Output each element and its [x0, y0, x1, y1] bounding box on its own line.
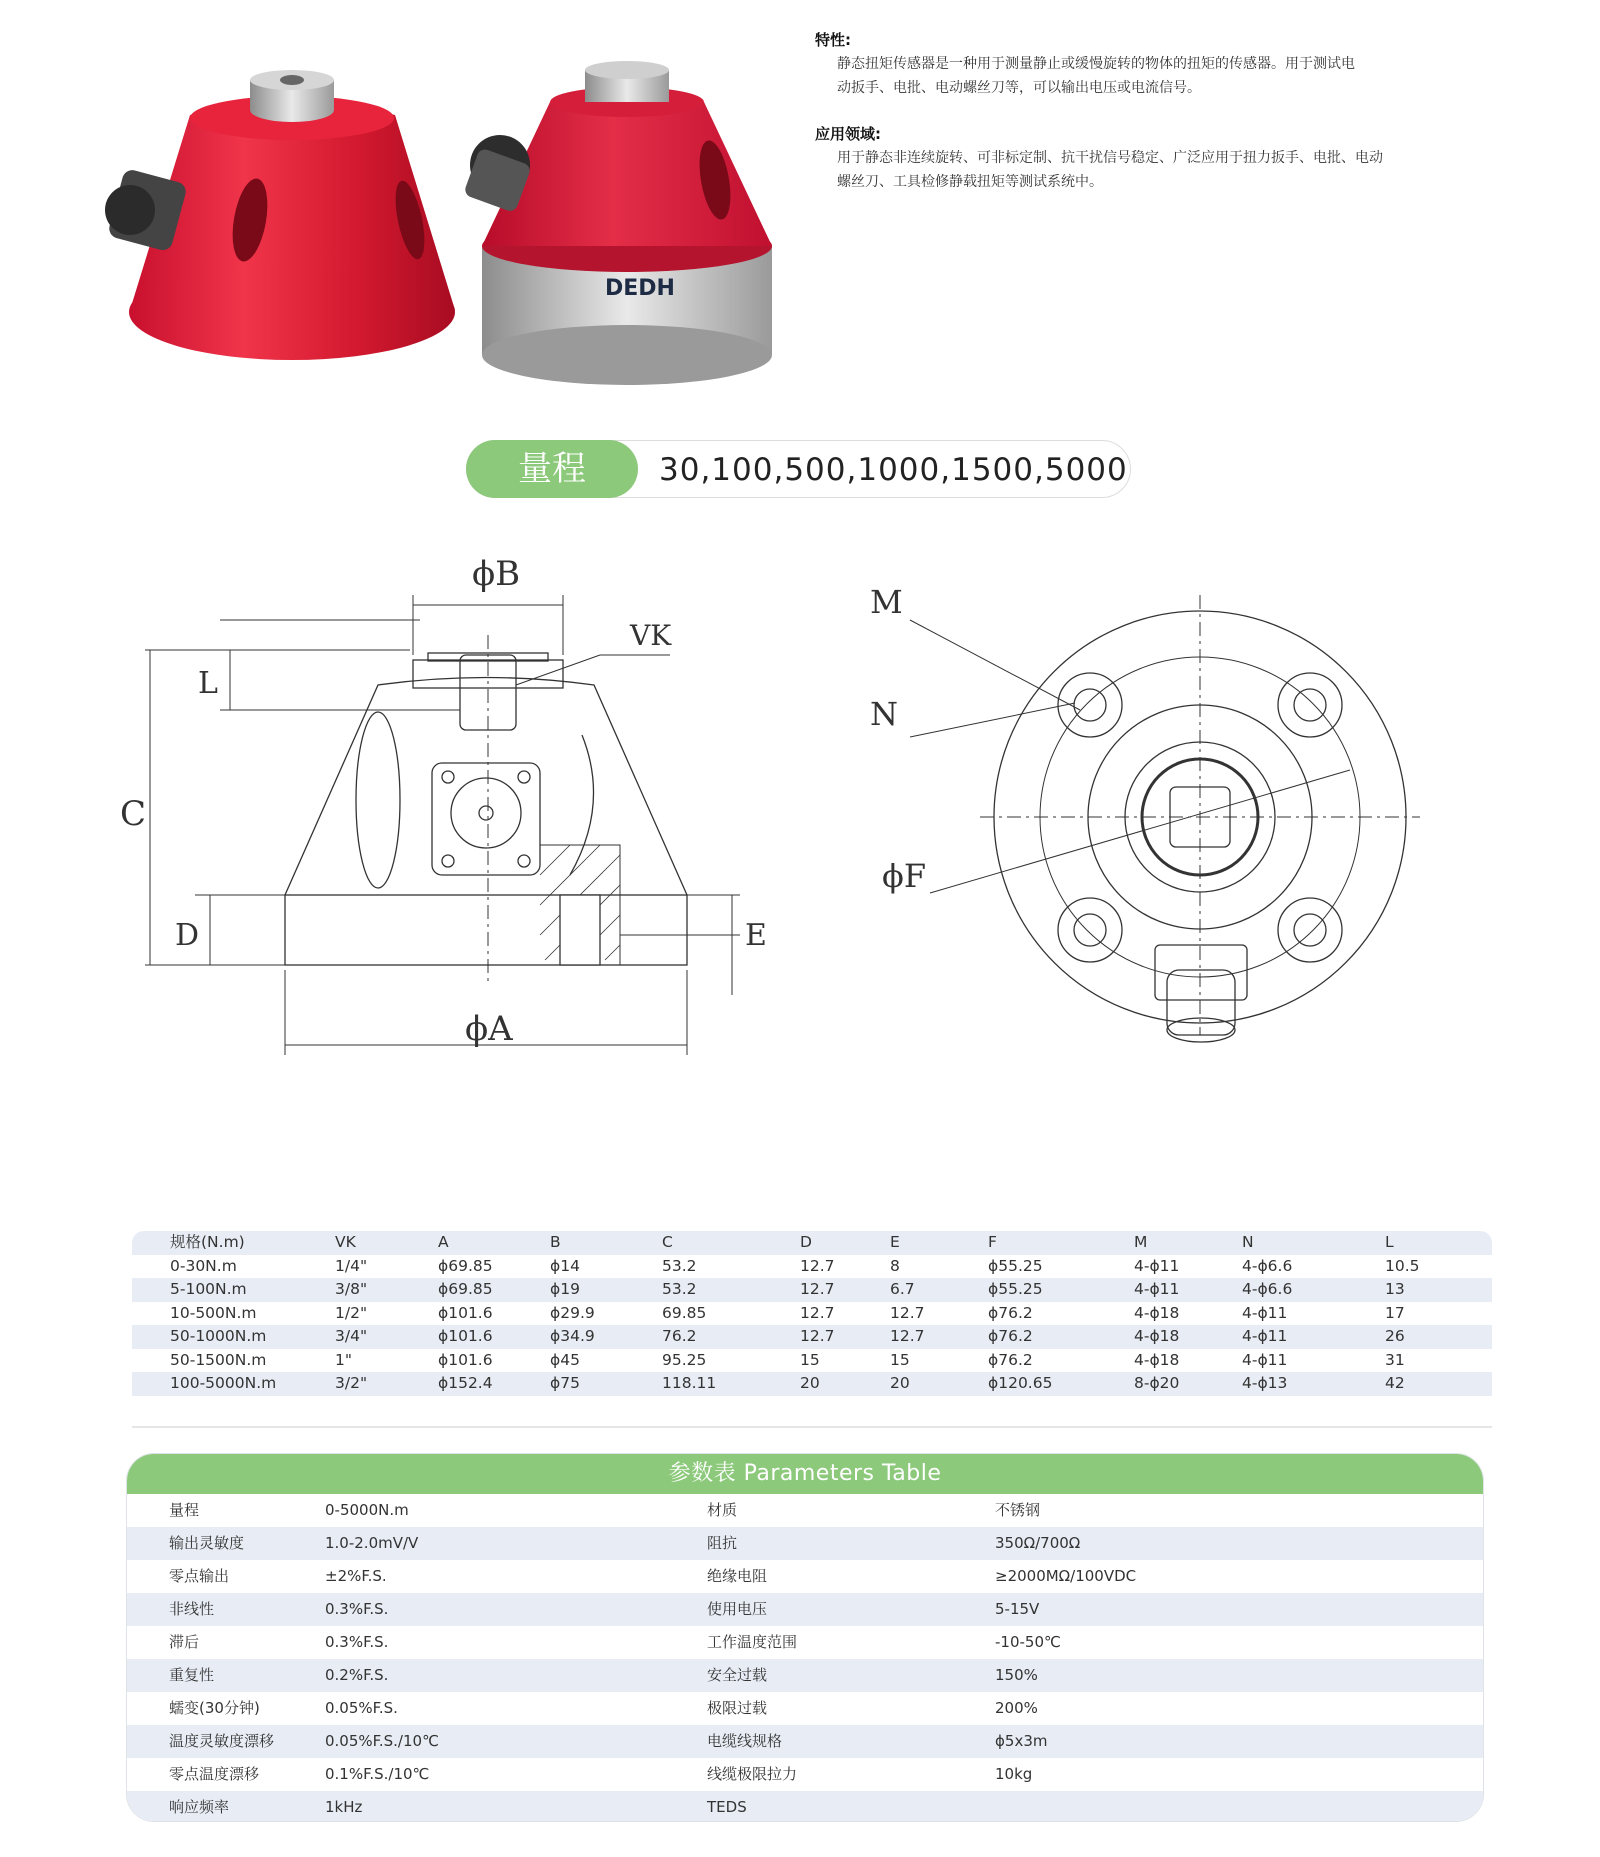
table-row — [132, 1325, 1492, 1349]
applications-title: 应用领域: — [815, 125, 881, 143]
dim-table-cell: ϕ29.9 — [550, 1303, 595, 1322]
dim-label-f: ϕF — [882, 857, 927, 895]
param-value: 0.3%F.S. — [325, 1633, 389, 1651]
range-label: 量程 — [466, 440, 638, 498]
table-row — [127, 1725, 1483, 1758]
dim-label-l: L — [198, 666, 218, 701]
product-photos — [90, 60, 830, 390]
parameters-table — [126, 1453, 1484, 1822]
param-name: 线缆极限拉力 — [707, 1765, 798, 1783]
table-row — [132, 1372, 1492, 1396]
param-name: 材质 — [707, 1501, 738, 1519]
dim-table-cell: ϕ45 — [550, 1350, 580, 1369]
param-value: 10kg — [995, 1765, 1033, 1783]
dim-table-header-cell: VK — [335, 1233, 356, 1251]
dim-table-cell: 3/2" — [335, 1374, 368, 1392]
dim-table-cell: 4-ϕ13 — [1242, 1374, 1288, 1392]
dim-table-cell: 50-1000N.m — [170, 1327, 267, 1345]
table-row — [127, 1560, 1483, 1593]
param-name: 输出灵敏度 — [169, 1534, 245, 1552]
dim-table-cell: ϕ55.25 — [988, 1256, 1043, 1275]
parameters-rows — [127, 1494, 1483, 1822]
dim-table-cell: 8-ϕ20 — [1134, 1374, 1180, 1392]
sensor-photo-red — [105, 70, 455, 360]
dim-table-cell: 10-500N.m — [170, 1303, 257, 1322]
param-value: 0.2%F.S. — [325, 1666, 389, 1684]
dim-table-cell: 10.5 — [1385, 1256, 1420, 1275]
features-line-2: 动扳手、电批、电动螺丝刀等，可以输出电压或电流信号。 — [837, 80, 1201, 96]
table-row — [132, 1255, 1492, 1279]
dim-table-cell: 4-ϕ18 — [1134, 1327, 1180, 1345]
dim-table-header-cell: B — [550, 1233, 561, 1251]
dim-table-cell: 6.7 — [890, 1280, 915, 1298]
dim-table-cell: 95.25 — [662, 1350, 707, 1369]
param-value: ϕ5x3m — [995, 1732, 1048, 1750]
param-value: 1kHz — [325, 1798, 363, 1816]
dim-table-cell: ϕ152.4 — [438, 1374, 493, 1392]
range-pill — [466, 440, 1131, 498]
dim-table-cell: 15 — [890, 1350, 910, 1369]
dim-table-cell: 12.7 — [800, 1303, 835, 1322]
dim-table-header-cell: E — [890, 1233, 900, 1251]
param-value: -10-50℃ — [995, 1633, 1061, 1651]
param-value: 0.05%F.S. — [325, 1699, 398, 1717]
param-name: 量程 — [169, 1501, 200, 1519]
dim-table-cell: 4-ϕ18 — [1134, 1303, 1180, 1322]
table-row — [132, 1278, 1492, 1302]
param-value: 0-5000N.m — [325, 1501, 409, 1519]
features-title: 特性: — [815, 31, 851, 49]
param-value: 200% — [995, 1699, 1038, 1717]
features-line-1: 静态扭矩传感器是一种用于测量静止或缓慢旋转的物体的扭矩的传感器。用于测试电 — [837, 56, 1355, 72]
table-row — [127, 1527, 1483, 1560]
param-name: 极限过载 — [707, 1699, 768, 1717]
dim-table-cell: 15 — [800, 1350, 820, 1369]
dimension-table — [132, 1231, 1492, 1396]
dim-table-cell: ϕ101.6 — [438, 1303, 493, 1322]
dim-table-cell: 1" — [335, 1350, 352, 1369]
dim-label-c: C — [120, 794, 147, 834]
table-row — [127, 1494, 1483, 1527]
param-value: ≥2000MΩ/100VDC — [995, 1567, 1137, 1585]
dim-table-cell: 12.7 — [800, 1280, 835, 1298]
param-name: TEDS — [707, 1798, 747, 1816]
table-divider — [132, 1426, 1492, 1428]
param-name: 非线性 — [169, 1600, 215, 1618]
dim-table-cell: 4-ϕ11 — [1242, 1350, 1288, 1369]
dim-table-cell: 4-ϕ11 — [1242, 1303, 1288, 1322]
dim-table-cell: 50-1500N.m — [170, 1350, 267, 1369]
dim-table-cell: 1/4" — [335, 1256, 368, 1275]
parameters-title: 参数表 Parameters Table — [127, 1454, 1483, 1494]
features-section — [815, 28, 1455, 194]
param-value: 0.1%F.S./10℃ — [325, 1765, 430, 1783]
param-value: 0.05%F.S./10℃ — [325, 1732, 439, 1750]
dim-table-cell: 20 — [890, 1374, 910, 1392]
dim-table-cell: ϕ69.85 — [438, 1256, 493, 1275]
dim-label-e: E — [745, 918, 767, 953]
table-row — [127, 1626, 1483, 1659]
dim-table-cell: 118.11 — [662, 1374, 717, 1392]
dim-table-header — [132, 1231, 1492, 1255]
top-view-drawing — [870, 575, 1430, 1055]
param-name: 蠕变(30分钟) — [169, 1699, 260, 1717]
dim-table-header-cell: 规格(N.m) — [170, 1233, 245, 1251]
dim-table-cell: 3/4" — [335, 1327, 368, 1345]
dim-table-cell: 100-5000N.m — [170, 1374, 277, 1392]
dim-table-cell: 17 — [1385, 1303, 1405, 1322]
param-value: 0.3%F.S. — [325, 1600, 389, 1618]
dim-label-vk: VK — [630, 619, 672, 652]
param-name: 绝缘电阻 — [707, 1567, 768, 1585]
dim-table-cell: 4-ϕ6.6 — [1242, 1280, 1293, 1298]
param-name: 阻抗 — [707, 1534, 738, 1552]
param-value: ±2%F.S. — [325, 1567, 387, 1585]
param-value: 150% — [995, 1666, 1038, 1684]
dim-table-cell: 4-ϕ6.6 — [1242, 1256, 1293, 1275]
param-value: 5-15V — [995, 1600, 1040, 1618]
table-row — [132, 1302, 1492, 1326]
dim-table-cell: 53.2 — [662, 1280, 697, 1298]
param-name: 重复性 — [169, 1666, 215, 1684]
dim-table-cell: 12.7 — [890, 1303, 925, 1322]
sensor-photo-red-steel — [463, 61, 772, 385]
dim-table-cell: ϕ101.6 — [438, 1327, 493, 1345]
dim-table-cell: 3/8" — [335, 1280, 368, 1298]
dim-table-cell: ϕ14 — [550, 1256, 580, 1275]
dim-table-cell: 20 — [800, 1374, 820, 1392]
dim-table-cell: 76.2 — [662, 1327, 697, 1345]
param-name: 安全过载 — [707, 1666, 768, 1684]
applications-line-1: 用于静态非连续旋转、可非标定制、抗干扰信号稳定、广泛应用于扭力扳手、电批、电动 — [837, 150, 1383, 166]
table-row — [127, 1791, 1483, 1822]
dim-table-cell: 26 — [1385, 1327, 1405, 1345]
dim-table-cell: ϕ19 — [550, 1280, 580, 1298]
dim-table-cell: 0-30N.m — [170, 1256, 237, 1275]
dim-table-cell: 31 — [1385, 1350, 1405, 1369]
dim-table-cell: 4-ϕ11 — [1242, 1327, 1288, 1345]
dim-table-cell: 69.85 — [662, 1303, 707, 1322]
dim-table-cell: ϕ55.25 — [988, 1280, 1043, 1298]
dim-table-header-cell: D — [800, 1233, 812, 1251]
dim-label-d: D — [175, 918, 200, 953]
dim-table-cell: 4-ϕ18 — [1134, 1350, 1180, 1369]
dim-table-cell: 42 — [1385, 1374, 1405, 1392]
table-row — [127, 1659, 1483, 1692]
brand-logo: DEDH — [605, 276, 675, 301]
dim-table-cell: ϕ101.6 — [438, 1350, 493, 1369]
table-row — [127, 1593, 1483, 1626]
applications-line-2: 螺丝刀、工具检修静载扭矩等测试系统中。 — [837, 174, 1103, 190]
table-row — [132, 1349, 1492, 1373]
range-value: 30,100,500,1000,1500,5000 — [659, 452, 1128, 488]
dim-table-header-cell: M — [1134, 1233, 1148, 1251]
dim-table-cell: ϕ120.65 — [988, 1374, 1053, 1392]
dim-table-cell: ϕ76.2 — [988, 1327, 1033, 1345]
dim-table-cell: ϕ34.9 — [550, 1327, 595, 1345]
param-name: 滞后 — [169, 1633, 200, 1651]
dim-table-cell: ϕ69.85 — [438, 1280, 493, 1298]
param-name: 零点温度漂移 — [169, 1765, 260, 1783]
dim-table-cell: 4-ϕ11 — [1134, 1280, 1180, 1298]
dim-table-cell: 13 — [1385, 1280, 1405, 1298]
dim-table-cell: 12.7 — [800, 1256, 835, 1275]
dim-table-cell: 1/2" — [335, 1303, 368, 1322]
dim-table-header-cell: N — [1242, 1233, 1254, 1251]
param-name: 使用电压 — [707, 1600, 768, 1618]
param-value: 350Ω/700Ω — [995, 1534, 1081, 1552]
param-name: 工作温度范围 — [707, 1633, 798, 1651]
dim-table-cell: ϕ75 — [550, 1374, 580, 1392]
dim-table-header-cell: F — [988, 1233, 997, 1251]
side-view-drawing — [120, 545, 840, 1085]
dim-table-header-cell: A — [438, 1233, 449, 1251]
dim-label-b: ϕB — [472, 554, 521, 594]
dim-table-header-cell: L — [1385, 1233, 1394, 1251]
dim-table-cell: ϕ76.2 — [988, 1350, 1033, 1369]
dim-label-m: M — [870, 583, 903, 621]
dim-table-cell: 53.2 — [662, 1256, 697, 1275]
dim-table-cell: 12.7 — [800, 1327, 835, 1345]
param-name: 响应频率 — [169, 1798, 230, 1816]
param-name: 零点输出 — [169, 1567, 230, 1585]
table-row — [127, 1692, 1483, 1725]
table-row — [127, 1758, 1483, 1791]
param-value: 1.0-2.0mV/V — [325, 1534, 419, 1552]
dim-table-cell: ϕ76.2 — [988, 1303, 1033, 1322]
dim-table-header-cell: C — [662, 1233, 673, 1251]
dim-table-cell: 4-ϕ11 — [1134, 1256, 1180, 1275]
param-name: 温度灵敏度漂移 — [169, 1732, 275, 1750]
param-name: 电缆线规格 — [707, 1732, 783, 1750]
dim-table-cell: 8 — [890, 1256, 900, 1275]
dim-table-cell: 12.7 — [890, 1327, 925, 1345]
param-value: 不锈钢 — [995, 1501, 1041, 1519]
dim-label-n: N — [870, 695, 898, 733]
dim-table-cell: 5-100N.m — [170, 1280, 247, 1298]
dim-label-a: ϕA — [465, 1009, 513, 1049]
